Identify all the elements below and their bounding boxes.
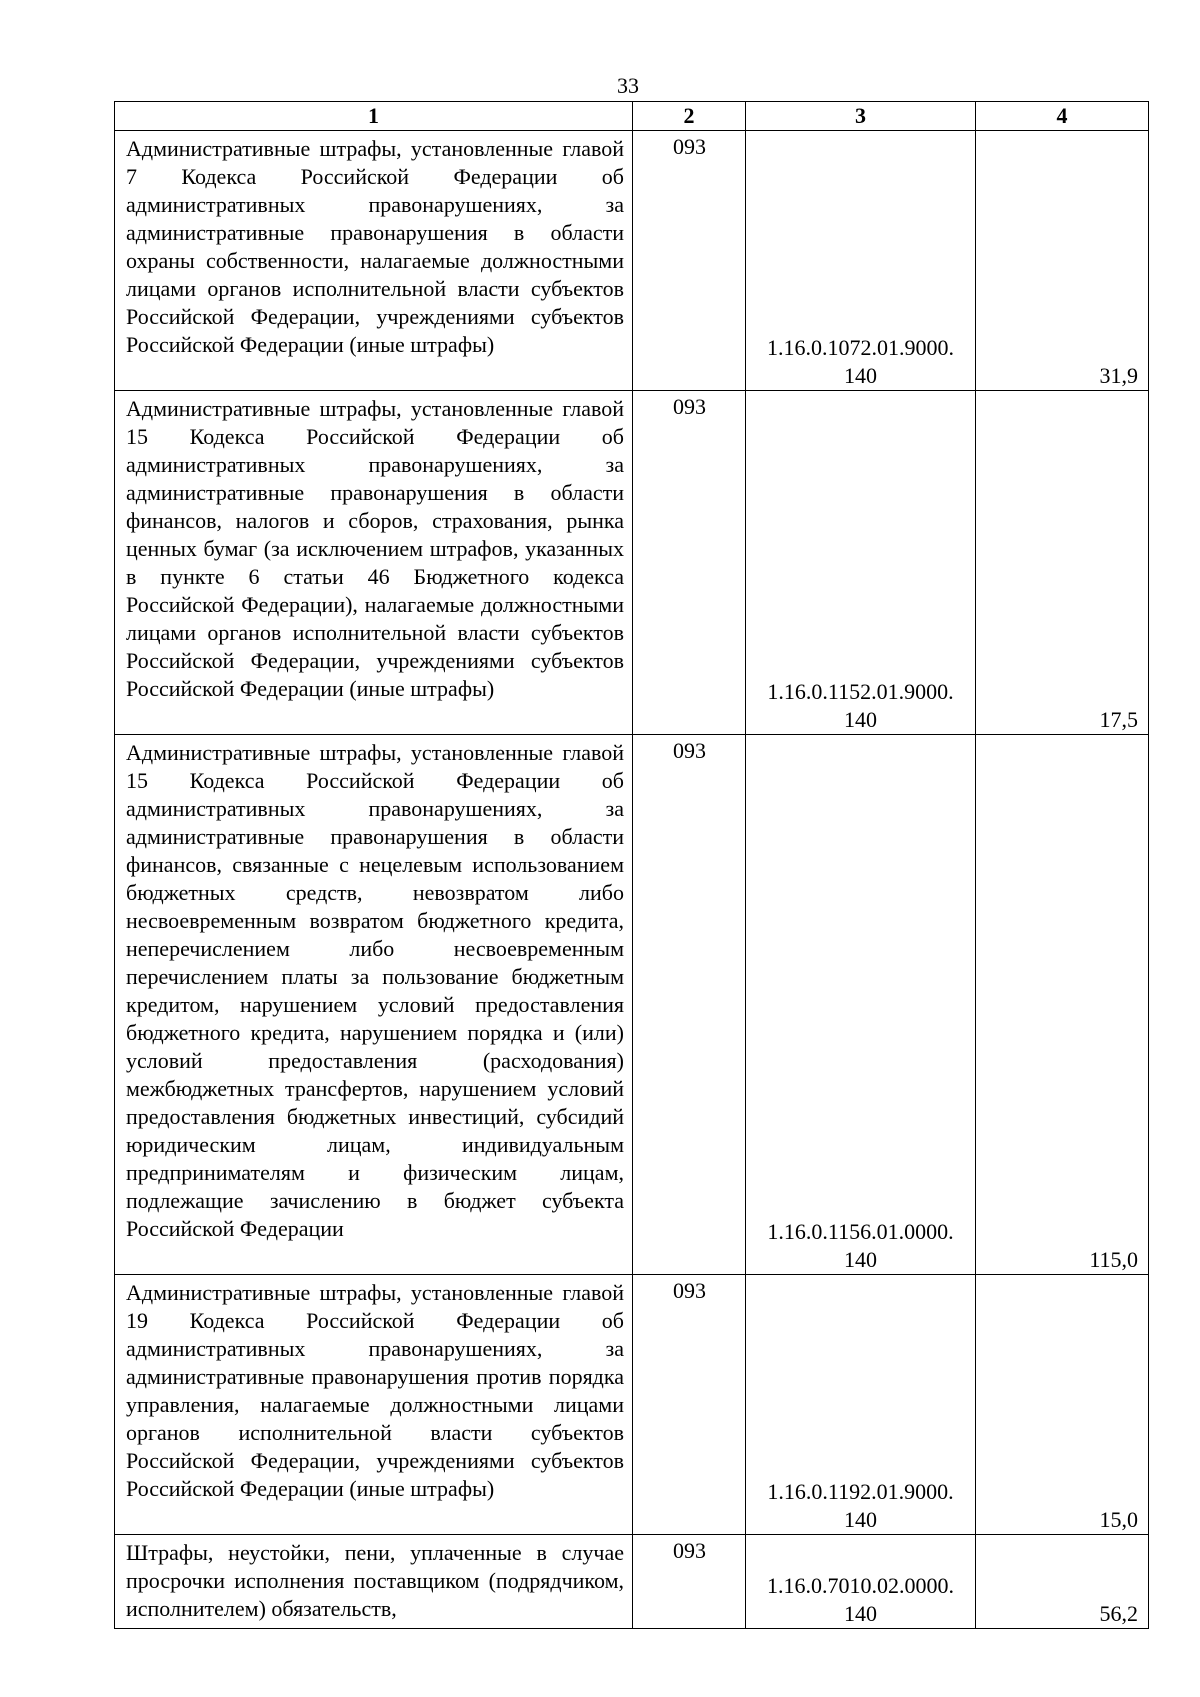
admin-code-cell xyxy=(633,131,746,391)
kbk-line-1: 1.16.0.1156.01.0000. xyxy=(767,1219,954,1244)
table-row xyxy=(115,735,1149,1275)
row-description: Административные штрафы, установленные главой 15 Кодекса Российской Федерации об административных правонарушениях, за административные правонарушения в области финансов, налогов и сборов, страхования, рынка ценных бумаг (за исключением штрафов, указанных в пункте 6 статьи 46 Бюджетного кодекса Российской Федерации), налагаемые должностными лицами органов исполнительной власти субъектов Российской Федерации, учреждениями субъектов Российской Федерации (иные штрафы) xyxy=(126,396,624,701)
admin-code-cell xyxy=(633,1275,746,1535)
amount: 31,9 xyxy=(1099,363,1138,388)
kbk-cell xyxy=(746,131,976,391)
kbk-cell xyxy=(746,1535,976,1629)
kbk-code xyxy=(746,1218,975,1274)
kbk-line-1: 1.16.0.1192.01.9000. xyxy=(767,1479,954,1504)
kbk-line-2: 140 xyxy=(844,707,877,732)
admin-code-cell xyxy=(633,391,746,735)
kbk-cell xyxy=(746,1275,976,1535)
kbk-cell xyxy=(746,735,976,1275)
amount: 56,2 xyxy=(1099,1601,1138,1626)
row-description: Административные штрафы, установленные главой 15 Кодекса Российской Федерации об административных правонарушениях, за административные правонарушения в области финансов, связанные с нецелевым использованием бюджетных средств, невозвратом либо несвоевременным возвратом бюджетного кредита, неперечислением либо несвоевременным перечислением платы за пользование бюджетным кредитом, нарушением условий предоставления бюджетного кредита, нарушением порядка и (или) условий предоставления (расходования) межбюджетных трансфертов, нарушением условий предоставления бюджетных инвестиций, субсидий юридическим лицам, индивидуальным предпринимателям и физическим лицам, подлежащие зачислению в бюджет субъекта Российской Федерации xyxy=(126,740,624,1241)
revenue-table xyxy=(114,101,1149,1629)
row-description: Штрафы, неустойки, пени, уплаченные в случае просрочки исполнения поставщиком (подрядчиком, исполнителем) обязательств, xyxy=(126,1540,624,1621)
kbk-line-1: 1.16.0.7010.02.0000. xyxy=(767,1573,954,1598)
amount: 15,0 xyxy=(1099,1507,1138,1532)
description-cell xyxy=(115,1275,633,1535)
table-header-row xyxy=(115,102,1149,131)
amount: 115,0 xyxy=(1089,1247,1138,1272)
kbk-code xyxy=(746,334,975,390)
kbk-line-2: 140 xyxy=(844,363,877,388)
description-cell xyxy=(115,1535,633,1629)
table-row xyxy=(115,1275,1149,1535)
description-cell xyxy=(115,735,633,1275)
description-cell xyxy=(115,391,633,735)
table-row xyxy=(115,1535,1149,1629)
column-header-3: 3 xyxy=(746,102,976,131)
amount: 17,5 xyxy=(1099,707,1138,732)
admin-code-cell xyxy=(633,1535,746,1629)
admin-code: 093 xyxy=(673,1538,706,1563)
table-row xyxy=(115,391,1149,735)
amount-cell xyxy=(976,735,1149,1275)
kbk-line-2: 140 xyxy=(844,1507,877,1532)
amount-cell xyxy=(976,391,1149,735)
amount-cell xyxy=(976,1275,1149,1535)
kbk-line-1: 1.16.0.1152.01.9000. xyxy=(767,679,954,704)
row-description: Административные штрафы, установленные главой 19 Кодекса Российской Федерации об административных правонарушениях, за административные правонарушения против порядка управления, налагаемые должностными лицами органов исполнительной власти субъектов Российской Федерации, учреждениями субъектов Российской Федерации (иные штрафы) xyxy=(126,1280,624,1501)
admin-code: 093 xyxy=(673,1278,706,1303)
admin-code: 093 xyxy=(673,738,706,763)
admin-code: 093 xyxy=(673,394,706,419)
kbk-line-1: 1.16.0.1072.01.9000. xyxy=(767,335,954,360)
kbk-cell xyxy=(746,391,976,735)
column-header-1: 1 xyxy=(115,102,633,131)
column-header-2: 2 xyxy=(633,102,746,131)
amount-cell xyxy=(976,131,1149,391)
page-number: 33 xyxy=(617,73,639,98)
admin-code: 093 xyxy=(673,134,706,159)
kbk-line-2: 140 xyxy=(844,1601,877,1626)
kbk-code xyxy=(746,1478,975,1534)
admin-code-cell xyxy=(633,735,746,1275)
amount-cell xyxy=(976,1535,1149,1629)
kbk-code xyxy=(746,678,975,734)
table-row xyxy=(115,131,1149,391)
kbk-line-2: 140 xyxy=(844,1247,877,1272)
kbk-code xyxy=(746,1572,975,1628)
description-cell xyxy=(115,131,633,391)
column-header-4: 4 xyxy=(976,102,1149,131)
row-description: Административные штрафы, установленные главой 7 Кодекса Российской Федерации об административных правонарушениях, за административные правонарушения в области охраны собственности, налагаемые должностными лицами органов исполнительной власти субъектов Российской Федерации, учреждениями субъектов Российской Федерации (иные штрафы) xyxy=(126,136,624,357)
